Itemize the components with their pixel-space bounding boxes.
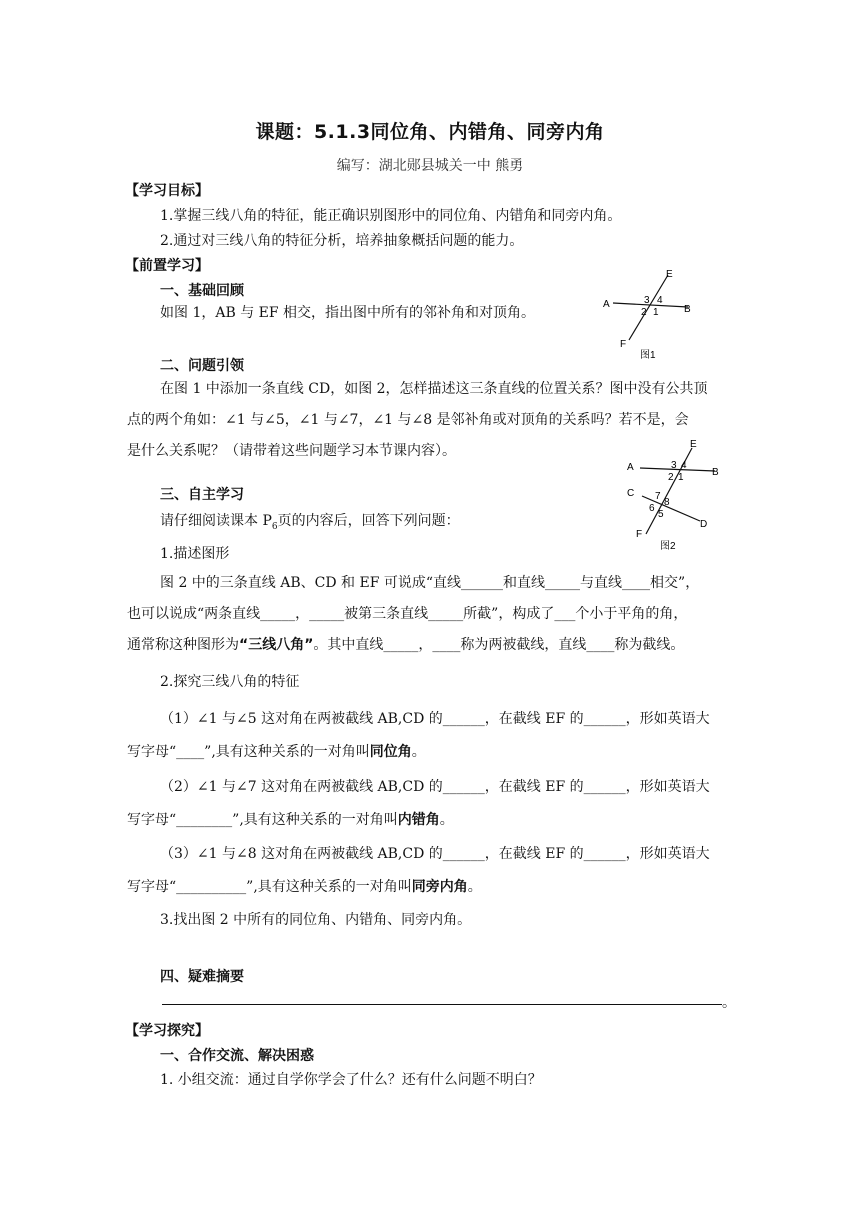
question-3 [127,838,731,904]
describe-line-1: 图 2 中的三条直线 AB、CD 和 EF 可说成“直线______和直线_____与直线____相交”， [160,575,700,591]
describe-figure-title: 1.描述图形 [160,546,230,562]
line-ef [629,275,668,340]
cooperation-title: 一、合作交流、解决困惑 [160,1048,314,1064]
angle-2-label: 2 [641,307,647,318]
intro-text-a: 请仔细阅读课本 P [160,513,272,529]
describe-line-2: 也可以说成“两条直线_____，_____被第三条直线_____所截”，构成了___个小于平角的角， [127,606,688,622]
angle-3-label: 3 [671,460,677,471]
describe-line-3 [127,630,731,661]
answer-line [162,1004,722,1005]
figure-1-caption: 图1 [640,350,656,361]
angle-2-label: 2 [668,472,674,483]
term-alternate-interior-angles: 内错角 [397,812,440,828]
point-c-label: C [627,488,635,499]
goals-heading: 【学习目标】 [125,183,209,199]
question-2 [127,771,731,837]
point-e-label: E [690,439,697,450]
group-discussion-item: 1. 小组交流：通过自学你学会了什么？还有什么问题不明白？ [160,1072,542,1088]
pre-heading: 【前置学习】 [125,258,209,274]
figure-2-caption: 图2 [660,541,676,552]
q2-line-2c: 。 [439,812,454,828]
q1-line-2 [127,736,731,769]
point-b-label: B [712,467,719,478]
author-line: 编写：湖北郧县城关一中 熊勇 [336,158,524,174]
angle-7-label: 7 [655,491,661,502]
q1-line-1: （1）∠1 与∠5 这对角在两被截线 AB,CD 的______，在截线 EF 的______，形如英语大 [160,711,710,727]
q2-line-2a: 写字母“________”,具有这种关系的一对角叫 [127,812,398,828]
point-e-label: E [666,269,673,280]
describe-line-3a: 通常称这种图形为 [127,637,239,653]
point-d-label: D [700,519,708,530]
angle-6-label: 6 [649,503,655,514]
explore-features-title: 2.探究三线八角的特征 [160,674,300,690]
term-corresponding-angles: 同位角 [369,744,412,760]
angle-3-label: 3 [644,295,650,306]
angle-1-label: 1 [653,307,659,318]
angle-8-label: 8 [664,497,670,508]
line-ab [640,468,715,471]
term-same-side-interior-angles: 同旁内角 [411,879,468,895]
term-three-lines-eight-angles: “三线八角” [239,637,314,653]
page-number: 6 [271,521,278,532]
point-a-label: A [627,462,634,473]
explore-heading: 【学习探究】 [125,1023,209,1039]
page-title: 课题：5.1.3同位角、内错角、同旁内角 [255,121,605,143]
figure-2 [620,436,730,556]
question-line-2: 点的两个角如：∠1 与∠5，∠1 与∠7，∠1 与∠8 是邻补角或对顶角的关系吗？若不是，会 [127,412,689,428]
q2-line-2 [127,804,731,837]
find-angles-task: 3.找出图 2 中所有的同位角、内错角、同旁内角。 [160,912,472,928]
q2-line-1: （2）∠1 与∠7 这对角在两被截线 AB,CD 的______，在截线 EF 的______，形如英语大 [160,779,710,795]
q3-line-2 [127,871,731,904]
intro-text-b: 页的内容后，回答下列问题： [277,513,460,529]
q1-line-2c: 。 [411,744,426,760]
answer-line-end-mark: 。 [722,995,736,1011]
point-a-label: A [603,299,610,310]
q1-line-2a: 写字母“____”,具有这种关系的一对角叫 [127,744,370,760]
review-text: 如图 1，AB 与 EF 相交，指出图中所有的邻补角和对顶角。 [160,305,536,321]
q3-line-2c: 。 [467,879,482,895]
self-study-intro [160,510,460,532]
doubt-title: 四、疑难摘要 [160,969,244,985]
point-f-label: F [636,529,643,540]
figure-1 [596,265,706,365]
describe-figure-text [127,568,731,661]
angle-4-label: 4 [681,460,687,471]
question-1 [127,703,731,769]
goal-item-1: 1.掌握三线八角的特征，能正确识别图形中的同位角、内错角和同旁内角。 [160,208,622,224]
angle-5-label: 5 [658,509,664,520]
angle-1-label: 1 [678,472,684,483]
review-title: 一、基础回顾 [160,283,244,299]
self-study-title: 三、自主学习 [160,487,244,503]
question-line-1: 在图 1 中添加一条直线 CD，如图 2，怎样描述这三条直线的位置关系？图中没有公共顶 [160,381,708,397]
q3-line-2a: 写字母“__________”,具有这种关系的一对角叫 [127,879,412,895]
describe-line-3c: 。其中直线_____，____称为两被截线，直线____称为截线。 [313,637,685,653]
angle-4-label: 4 [657,295,663,306]
question-title: 二、问题引领 [160,358,244,374]
q3-line-1: （3）∠1 与∠8 这对角在两被截线 AB,CD 的______，在截线 EF 的______，形如英语大 [160,846,710,862]
question-line-3: 是什么关系呢？（请带着这些问题学习本节课内容）。 [127,443,456,459]
point-f-label: F [620,339,627,350]
point-b-label: B [684,304,691,315]
goal-item-2: 2.通过对三线八角的特征分析，培养抽象概括问题的能力。 [160,233,524,249]
